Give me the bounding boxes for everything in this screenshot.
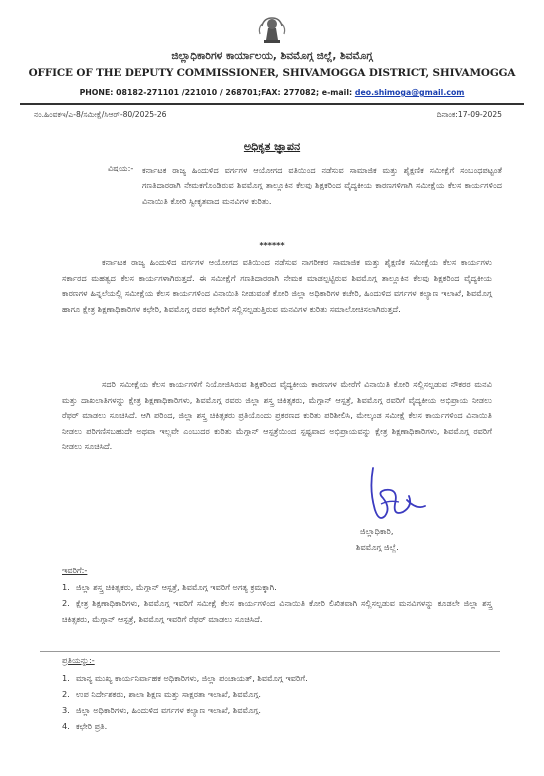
office-name-kannada: ಜಿಲ್ಲಾಧಿಕಾರಿಗಳ ಕಾರ್ಯಾಲಯ, ಶಿವಮೊಗ್ಗ ಜಿಲ್ಲೆ, ಶಿವಮೊಗ್ಗ — [171, 50, 373, 62]
list-item: 2. ಉಪ ನಿರ್ದೇಶಕರು, ಶಾಲಾ ಶಿಕ್ಷಣ ಮತ್ತು ಸಾಕ್ಷರತಾ ಇಲಾಖೆ, ಶಿವಮೊಗ್ಗ. — [62, 689, 261, 699]
list-item: 4. ಕಛೇರಿ ಪ್ರತಿ. — [62, 721, 108, 731]
body-paragraph-2: ಸದರಿ ಸಮೀಕ್ಷೆಯ ಕೆಲಸ ಕಾರ್ಯಗಳಿಗೆ ನಿಯೋಜಿಸಿರುವ ಶಿಕ್ಷಕರಿಂದ ವೈದ್ಯಕೀಯ ಕಾರಣಗಳ ಮೇರೆಗೆ ವಿನಾಯಿತಿ ಕೋರಿ ಸಲ್ಲಿಸಲ್ಪಡುವ ನೌಕರರ ಮನವಿ ಮತ್ತು ದಾಖಲಾತಿಗಳನ್ನು ಕ್ಷೇತ್ರ ಶಿಕ್ಷಣಾಧಿಕಾರಿಗಳು, ಶಿವಮೊಗ್ಗ ರವರು ಜಿಲ್ಲಾ ಶಸ್ತ್ರ ಚಿಕಿತ್ಸಕರು, ಮೆಗ್ಗಾನ್ ಆಸ್ಪತ್ರೆ, ಶಿವಮೊಗ್ಗ ರವರಿಗೆ ವೈದ್ಯಕೀಯ ಅಭಿಪ್ರಾಯ ನೀಡಲು ರೆಫರ್ ಮಾಡಲು ಸೂಚಿಸಿದೆ. ಆಗಿ ಪರಿಂದ, ಜಿಲ್ಲಾ ಶಸ್ತ್ರ ಚಿಕಿತ್ಸಕರು ಪ್ರತಿಯೊಂದು ಪ್ರಕರಣದ ಕುರಿತು ಪರಿಶೀಲಿಸಿ, ಮೇಲ್ಕಂಡ ಸಮೀಕ್ಷೆ ಕೆಲಸ ಕಾರ್ಯಗಳಿಂದ ವಿನಾಯಿತಿ ನೀಡಲು ಪರಿಗಣಿಸಬಹುದೇ ಅಥವಾ ಇಲ್ಲವೇ ಎಂಬುದರ ಕುರಿತು ಮೆಗ್ಗಾನ್ ಆಸ್ಪತ್ರೆಯಿಂದ ಸ್ಪಷ್ಟವಾದ ಅಭಿಪ್ರಾಯವನ್ನು ಕ್ಷೇತ್ರ ಶಿಕ್ಷಣಾಧಿಕಾರಿಗಳು, ಶಿವಮೊಗ್ಗ ರವರಿಗೆ ನೀಡಲು ಸೂಚಿಸಿದೆ. — [62, 379, 492, 452]
phone-fax-text: PHONE: 08182-271101 /221010 / 268701;FAX: 277082; e-mail: — [79, 88, 355, 97]
section-separator: ****** — [259, 241, 285, 250]
state-emblem-icon — [252, 14, 292, 44]
subject-label: ವಿಷಯ:- — [108, 163, 134, 173]
list-item: 2. ಕ್ಷೇತ್ರ ಶಿಕ್ಷಣಾಧಿಕಾರಿಗಳು, ಶಿವಮೊಗ್ಗ ಇವರಿಗೆ ಸಮೀಕ್ಷೆ ಕೆಲಸ ಕಾರ್ಯಗಳಿಂದ ವಿನಾಯಿತಿ ಕೋರಿ ಲಿಖಿತವಾಗಿ ಸಲ್ಲಿಸಲ್ಪಡುವ ಮನವಿಗಳನ್ನು ಕೂಡಲೇ ಜಿಲ್ಲಾ ಶಸ್ತ್ರ ಚಿಕಿತ್ಸಕರು, ಮೆಗ್ಗಾನ್ ಆಸ್ಪತ್ರೆ, ಶಿವಮೊಗ್ಗ ಇವರಿಗೆ ರೆಫರ್ ಮಾಡಲು ಸೂಚಿಸಿದೆ. — [62, 598, 492, 624]
contact-line — [0, 88, 544, 97]
subject-text: ಕರ್ನಾಟಕ ರಾಜ್ಯ ಹಿಂದುಳಿದ ವರ್ಗಗಳ ಆಯೋಗದ ವತಿಯಿಂದ ನಡೆಸುವ ಸಾಮಾಜಿಕ ಮತ್ತು ಶೈಕ್ಷಣಿಕ ಸಮೀಕ್ಷೆಗೆ ಸಂಬಂಧಪಟ್ಟಂತೆ ಗಣತಿದಾರರಾಗಿ ನೇಮಕಗೊಂಡಿರುವ ಶಿವಮೊಗ್ಗ ತಾಲ್ಲೂಕಿನ ಕೆಲವು ಶಿಕ್ಷಕರಿಂದ ವೈದ್ಯಕೀಯ ಕಾರಣಗಳಿಗಾಗಿ ಸಮೀಕ್ಷೆಯ ಕೆಲಸ ಕಾರ್ಯಗಳಿಂದ ವಿನಾಯಿತಿ ಕೋರಿ ಸ್ವೀಕೃತವಾದ ಮನವಿಗಳ ಕುರಿತು. — [142, 165, 502, 206]
copy-label: ಪ್ರತಿಯನ್ನು:- — [62, 655, 95, 665]
section-divider — [40, 651, 500, 652]
office-name-english: OFFICE OF THE DEPUTY COMMISSIONER, SHIVAMOGGA DISTRICT, SHIVAMOGGA — [28, 67, 516, 79]
list-item: 3. ಜಿಲ್ಲಾ ಅಧಿಕಾರಿಗಳು, ಹಿಂದುಳಿದ ವರ್ಗಗಳ ಕಲ್ಯಾಣ ಇಲಾಖೆ, ಶಿವಮೊಗ್ಗ. — [62, 705, 261, 715]
signatory-place: ಶಿವಮೊಗ್ಗ ಜಿಲ್ಲೆ. — [356, 542, 399, 552]
list-item: 1. ಮಾನ್ಯ ಮುಖ್ಯ ಕಾರ್ಯನಿರ್ವಾಹಕ ಅಧಿಕಾರಿಗಳು, ಜಿಲ್ಲಾ ಪಂಚಾಯತ್, ಶಿವಮೊಗ್ಗ ಇವರಿಗೆ. — [62, 673, 308, 683]
signatory-designation: ಜಿಲ್ಲಾಧಿಕಾರಿ, — [360, 526, 394, 536]
list-item: 1. ಜಿಲ್ಲಾ ಶಸ್ತ್ರ ಚಿಕಿತ್ಸಕರು, ಮೆಗ್ಗಾನ್ ಆಸ್ಪತ್ರೆ, ಶಿವಮೊಗ್ಗ ಇವರಿಗೆ ಅಗತ್ಯ ಕ್ರಮಕ್ಕಾಗಿ. — [62, 582, 277, 592]
email-link[interactable]: deo.shimoga@gmail.com — [354, 88, 465, 97]
reference-number: ನಂ.ಹಿಂವಕಇ/ಎ-8/ಸಮೀಕ್ಷೆ/ಸಿಆರ್-80/2025-26 — [34, 110, 167, 119]
to-label: ಇವರಿಗೆ:- — [62, 565, 88, 575]
document-title: ಅಧಿಕೃತ ಜ್ಞಾಪನ — [243, 140, 301, 153]
document-date: ದಿನಾಂಕ:17-09-2025 — [436, 110, 502, 119]
handwritten-signature — [355, 460, 435, 530]
body-paragraph-1: ಕರ್ನಾಟಕ ರಾಜ್ಯ ಹಿಂದುಳಿದ ವರ್ಗಗಳ ಆಯೋಗದ ವತಿಯಿಂದ ನಡೆಸುವ ನಾಗರೀಕರ ಸಾಮಾಜಿಕ ಮತ್ತು ಶೈಕ್ಷಣಿಕ ಸಮೀಕ್ಷೆಯ ಕೆಲಸ ಕಾರ್ಯಗಳು ಸರ್ಕಾರದ ಮಹತ್ವದ ಕೆಲಸ ಕಾರ್ಯಗಳಾಗಿರುತ್ತದೆ. ಈ ಸಮೀಕ್ಷೆಗೆ ಗಣತಿದಾರರಾಗಿ ನೇಮಕ ಮಾಡಲ್ಪಟ್ಟಿರುವ ಶಿವಮೊಗ್ಗ ತಾಲ್ಲೂಕಿನ ಕೆಲವು ಶಿಕ್ಷಕರಿಂದ ವೈದ್ಯಕೀಯ ಕಾರಣಗಳ ಹಿನ್ನಲೆಯಲ್ಲಿ ಸಮೀಕ್ಷೆಯ ಕೆಲಸ ಕಾರ್ಯಗಳಿಂದ ವಿನಾಯಿತಿ ನೀಡುವಂತೆ ಕೋರಿ ಜಿಲ್ಲಾ ಅಧಿಕಾರಿಗಳ ಕಚೇರಿ, ಹಿಂದುಳಿದ ವರ್ಗಗಳ ಕಲ್ಯಾಣ ಇಲಾಖೆ, ಶಿವಮೊಗ್ಗ ಹಾಗೂ ಕ್ಷೇತ್ರ ಶಿಕ್ಷಣಾಧಿಕಾರಿಗಳ ಕಛೇರಿ, ಶಿವಮೊಗ್ಗ ರವರ ಕಛೇರಿಗೆ ಸಲ್ಲಿಸಲ್ಪಡುತ್ತಿರುವ ಮನವಿಗಳ ಕುರಿತು ಸಮಾಲೋಚಿಸಲಾಗಿರುತ್ತದೆ. — [62, 257, 492, 314]
header-divider — [20, 103, 524, 105]
